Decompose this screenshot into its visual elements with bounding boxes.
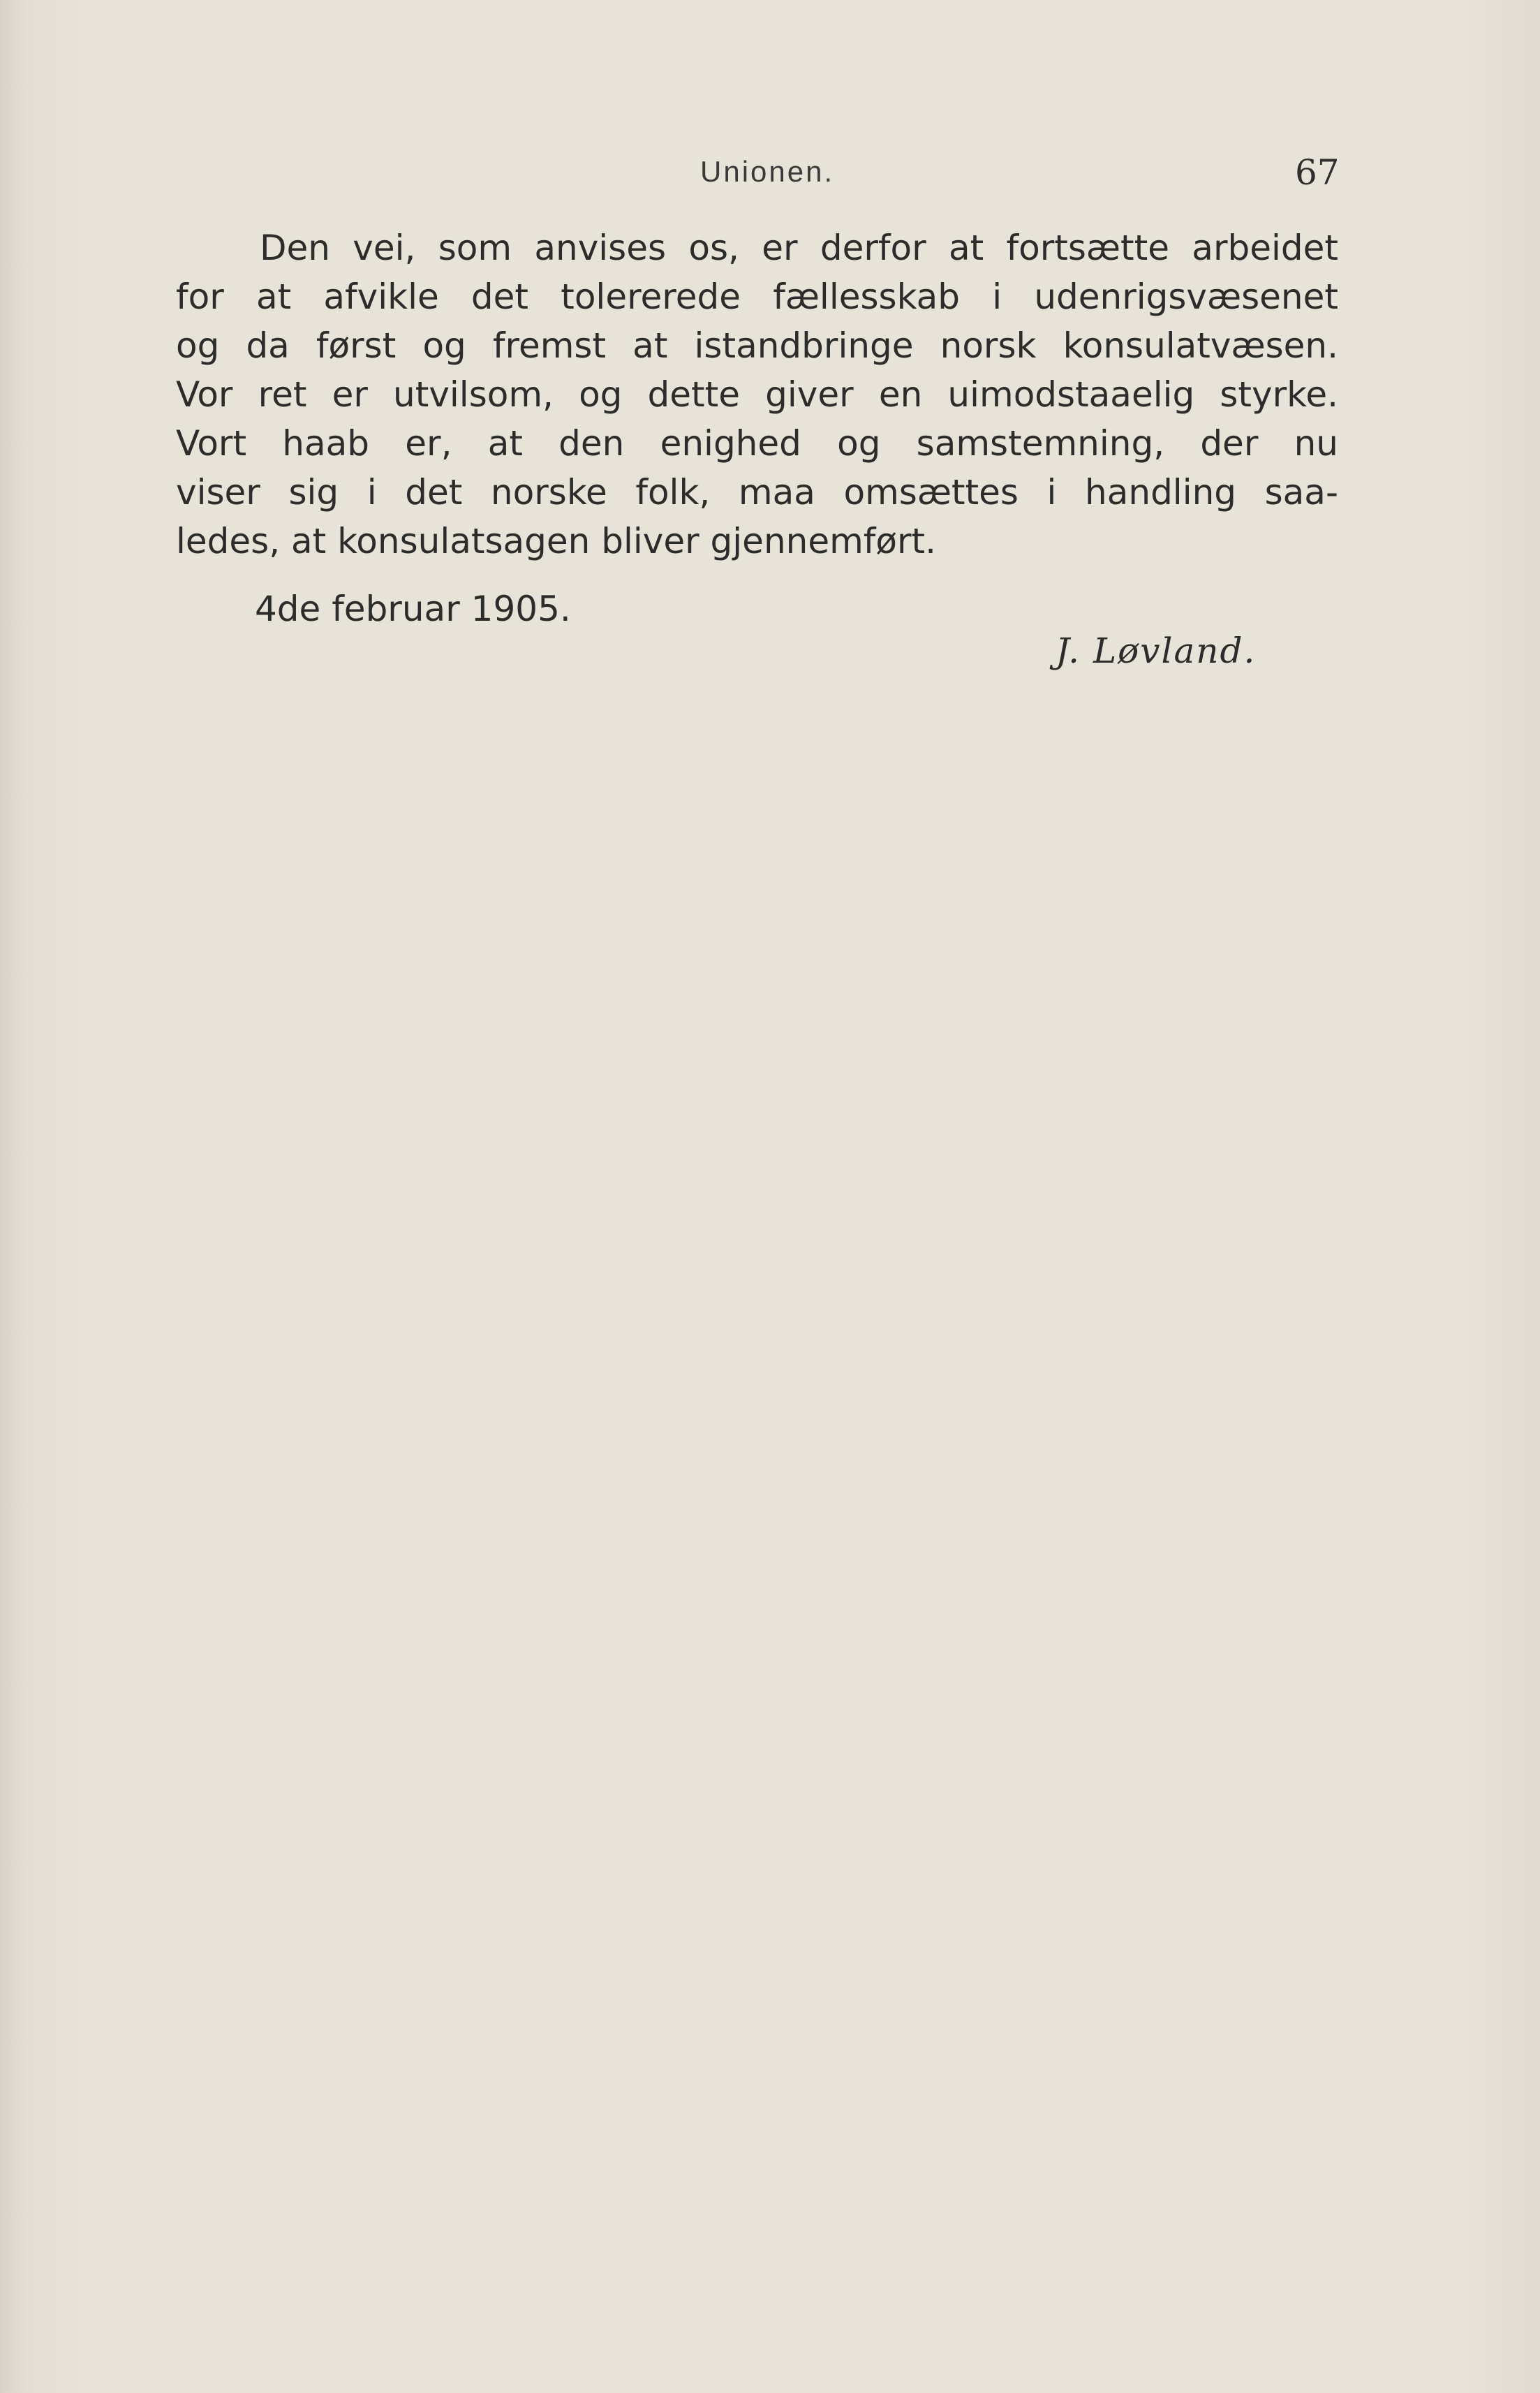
body-paragraph [176,223,1338,566]
page-number: 67 [1295,152,1340,193]
paragraph-line: og da først og fremst at istandbringe norsk konsulatvæsen. [176,325,1338,366]
running-head [0,152,1540,194]
paragraph-line: Vort haab er, at den enighed og samstemning, der nu [176,423,1338,464]
paragraph-line: for at afvikle det tolererede fællesskab i udenrigsvæsenet [176,277,1338,317]
paragraph-line: Vor ret er utvilsom, og dette giver en uimodstaaelig styrke. [176,374,1338,415]
paragraph-line: viser sig i det norske folk, maa omsættes i handling saa- [176,472,1338,513]
paragraph-line: Den vei, som anvises os, er derfor at fortsætte arbeidet [260,228,1338,268]
running-head-title: Unionen. [700,155,835,188]
paragraph-line: ledes, at konsulatsagen bliver gjennemført. [176,521,937,561]
date-line: 4de februar 1905. [255,589,571,629]
signature: J. Løvland. [1056,631,1257,671]
